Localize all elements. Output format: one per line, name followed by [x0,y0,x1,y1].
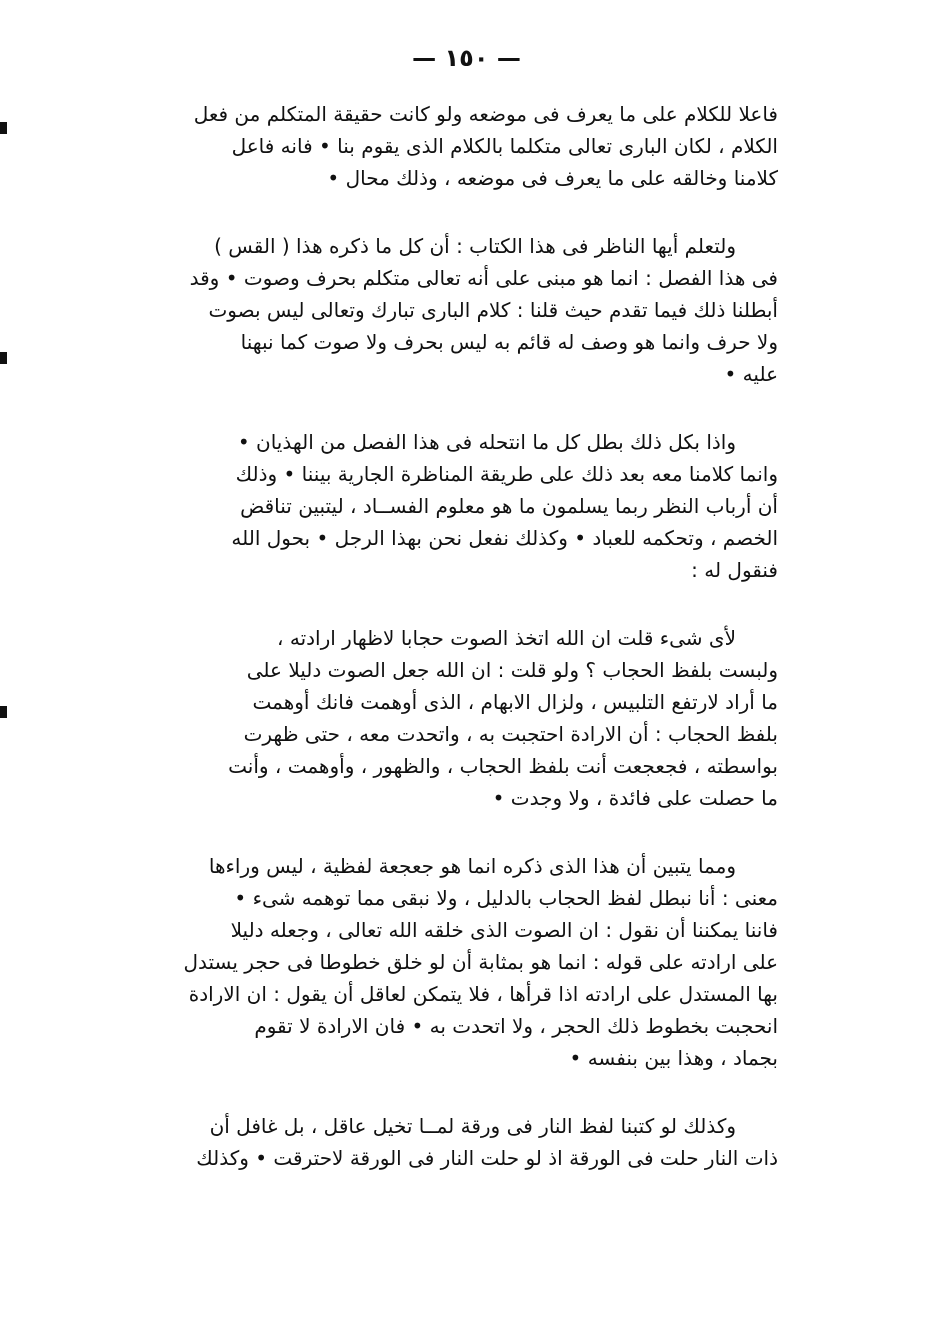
margin-mark [0,706,7,718]
text-line: ما أراد لارتفع التلبيس ، ولزال الابهام ، الذى أوهمت فانك أوهمت [252,690,778,714]
paragraph-4 [102,622,778,814]
text-line: فنقول له : [691,558,778,582]
text-line: وانما كلامنا معه بعد ذلك على طريقة المناظرة الجارية بيننا • وذلك [235,462,778,486]
text-line: فاعلا للكلام على ما يعرف فى موضعه ولو كانت حقيقة المتكلم من فعل [193,102,778,126]
text-line: ومما يتبين أن هذا الذى ذكره انما هو جعجعة لفظية ، ليس وراءها [208,854,736,878]
text-line: فاننا يمكننا أن نقول : ان الصوت الذى خلقه الله تعالى ، وجعله دليلا [230,918,778,942]
text-line: بلفظ الحجاب : أن الارادة احتجبت به ، واتحدت معه ، حتى ظهرت [243,722,778,746]
text-line: واذا بكل ذلك بطل كل ما انتحله فى هذا الفصل من الهذيان • [237,430,736,454]
paragraph-2 [102,230,778,390]
paragraph-5 [102,850,778,1074]
paragraph-3 [102,426,778,586]
text-line: على ارادته على قوله : انما هو بمثابة أن لو خلق خطوطا فى حجر يستدل [183,950,778,974]
text-line: ما حصلت على فائدة ، ولا وجدت • [492,786,778,810]
paragraph-6 [102,1110,778,1174]
text-line: فى هذا الفصل : انما هو مبنى على أنه تعالى متكلم بحرف وصوت • وقد [189,266,778,290]
text-line: ولتعلم أيها الناظر فى هذا الكتاب : أن كل ما ذكره هذا ( القس ) [214,234,736,258]
page-number: — ١٥٠ — [412,44,521,72]
text-line: لأى شىء قلت ان الله اتخذ الصوت حجابا لاظهار ارادته ، [277,626,736,650]
text-line: أن أرباب النظر ربما يسلمون ما هو معلوم الفســاد ، ليتبين تناقض [240,494,778,518]
text-line: عليه • [724,362,778,386]
text-line: الخصم ، وتحكمه للعباد • وكذلك نفعل نحن بهذا الرجل • بحول الله [231,526,778,550]
text-line: كلامنا وخالقه على ما يعرف فى موضعه ، وذلك محال • [327,166,778,190]
margin-mark [0,352,7,364]
text-line: معنى : أنا نبطل لفظ الحجاب بالدليل ، ولا نبقى مما توهمه شىء • [234,886,778,910]
text-line: بها المستدل على ارادته اذا قرأها ، فلا يتمكن لعاقل أن يقول : ان الارادة [188,982,778,1006]
text-line: ذات النار حلت فى الورقة اذ لو حلت النار فى الورقة لاحترقت • وكذلك [196,1146,778,1170]
text-line: انحجبت بخطوط ذلك الحجر ، ولا اتحدت به • فان الارادة لا تقوم [254,1014,778,1038]
text-line: بواسطته ، فجعجعت أنت بلفظ الحجاب ، والظهور ، وأوهمت ، وأنت [228,754,778,778]
text-line: بجماد ، وهذا بين بنفسه • [569,1046,778,1070]
text-line: ولا حرف وانما هو وصف له قائم به ليس بحرف ولا صوت كما نبهنا [240,330,778,354]
body-text [102,98,778,1174]
text-line: وكذلك لو كتبنا لفظ النار فى ورقة لمــا تخيل عاقل ، بل غافل أن [209,1114,736,1138]
text-line: أبطلنا ذلك فيما تقدم حيث قلنا : كلام البارى تبارك وتعالى ليس بصوت [208,298,778,322]
margin-mark [0,122,7,134]
text-line: الكلام ، لكان البارى تعالى متكلما بالكلام الذى يقوم بنا • فانه فاعل [231,134,778,158]
text-line: ولبست بلفظ الحجاب ؟ ولو قلت : ان الله جعل الصوت دليلا على [246,658,778,682]
paragraph-1 [102,98,778,194]
